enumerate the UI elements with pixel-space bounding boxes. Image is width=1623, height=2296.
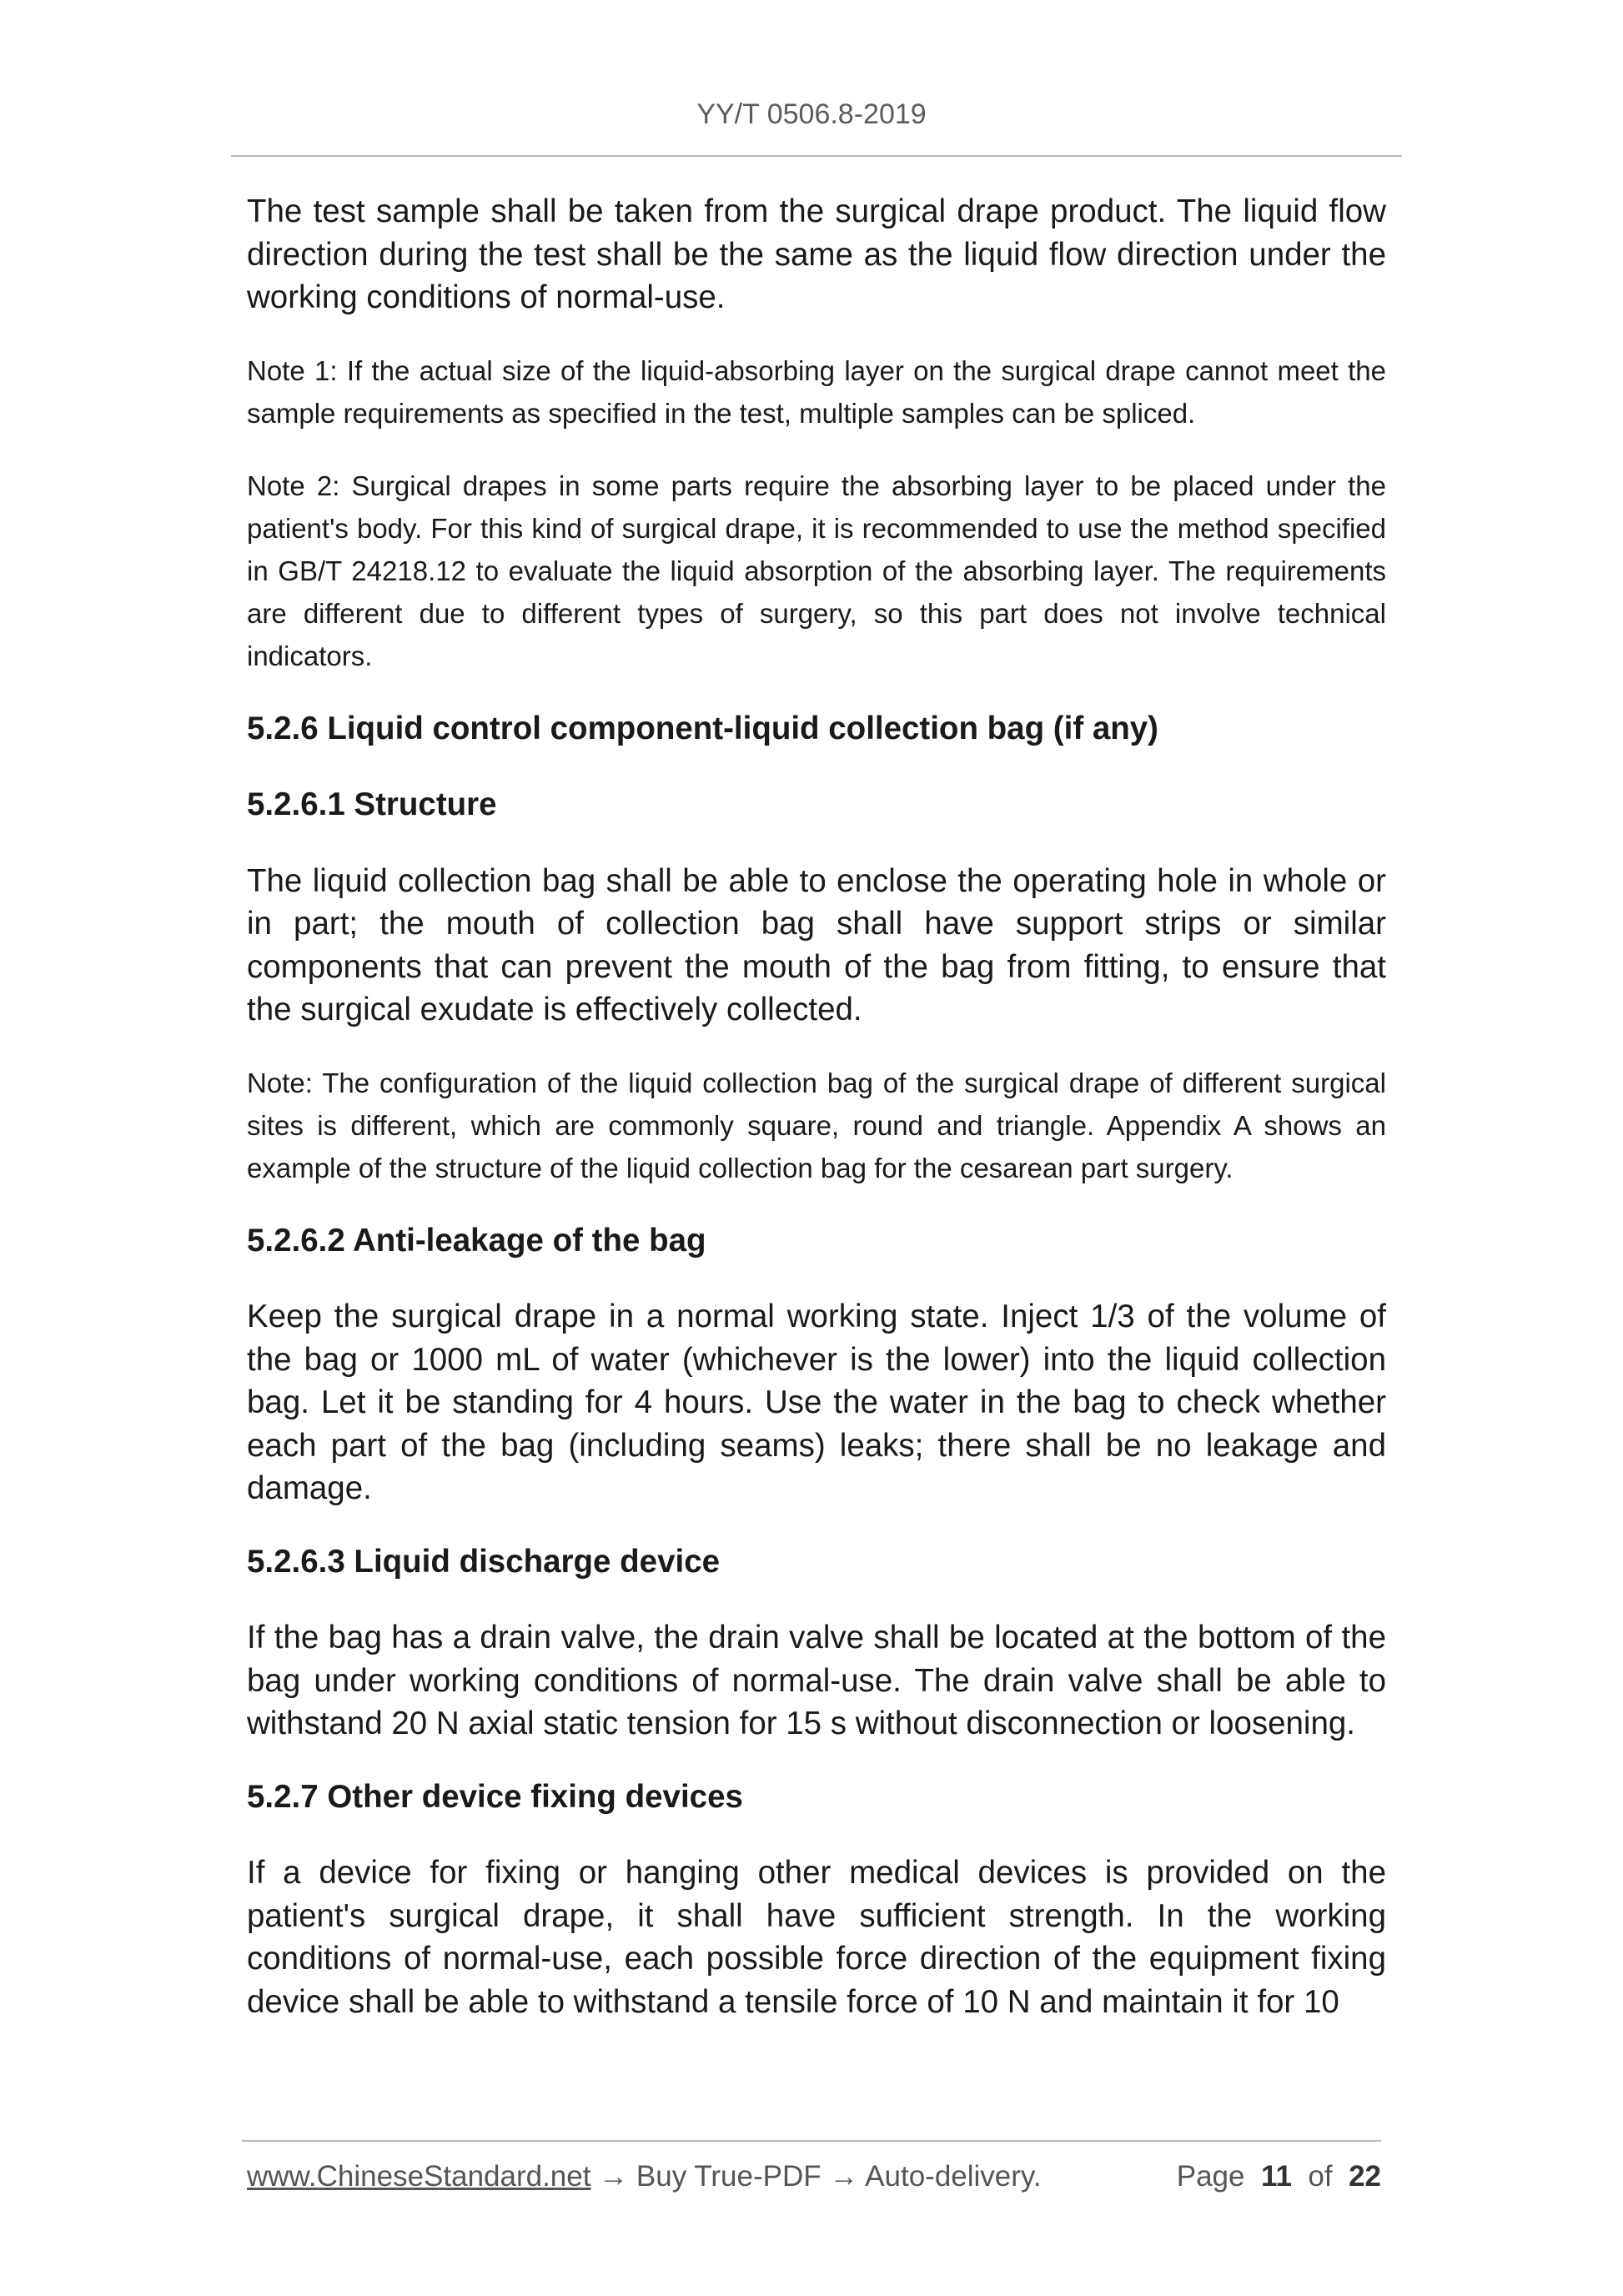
page-label: Page: [1176, 2160, 1245, 2193]
paragraph-structure: The liquid collection bag shall be able to enclose the operating hole in whole or in part; the mouth of collection bag shall have support strips or similar components that can prevent the mouth of the bag from fitting, to ensure that the surgical exudate is effectively collected.: [247, 862, 1386, 1027]
document-body: [247, 190, 1386, 2053]
paragraph-fixing-devices: If a device for fixing or hanging other medical devices is provided on the patient's surgical drape, it shall have sufficient strength. In the working conditions of normal-use, each possible force direction of the equipment fixing device shall be able to withstand a tensile force of 10 N and maintain it for 10: [247, 1855, 1386, 2020]
footer-divider: [242, 2140, 1381, 2142]
section-heading-5-2-6-1: 5.2.6.1 Structure: [247, 786, 497, 822]
section-heading-5-2-6-3: 5.2.6.3 Liquid discharge device: [247, 1543, 721, 1580]
of-label: of: [1308, 2160, 1333, 2193]
section-heading-5-2-6: 5.2.6 Liquid control component-liquid collection bag (if any): [247, 710, 1159, 746]
page-header: YY/T 0506.8-2019: [696, 98, 927, 130]
note-configuration: Note: The configuration of the liquid collection bag of the surgical drape of different surgical sites is different, which are commonly square, round and triangle. Appendix A shows an example of the structure of the liquid collection bag for the cesarean part surgery.: [247, 1067, 1386, 1183]
note-2: Note 2: Surgical drapes in some parts require the absorbing layer to be placed under the patient's body. For this kind of surgical drape, it is recommended to use the method specified in GB/T 24218.12 to evaluate the liquid absorption of the absorbing layer. The requirements are different due to different types of surgery, so this part does not involve technical indicators.: [247, 470, 1386, 671]
total-pages: 22: [1349, 2160, 1381, 2193]
paragraph-anti-leakage: Keep the surgical drape in a normal working state. Inject 1/3 of the volume of the bag or 1000 mL of water (whichever is the lower) into the liquid collection bag. Let it be standing for 4 hours. Use the water in the bag to check whether each part of the bag (including seams) leaks; there shall be no leakage and damage.: [247, 1299, 1386, 1506]
page-indicator: [1177, 2160, 1381, 2193]
section-heading-5-2-7: 5.2.7 Other device fixing devices: [247, 1778, 743, 1815]
current-page-number: 11: [1260, 2160, 1292, 2193]
note-1: Note 1: If the actual size of the liquid-absorbing layer on the surgical drape cannot meet the sample requirements as specified in the test, multiple samples can be spliced.: [247, 354, 1386, 429]
header-divider: [231, 155, 1402, 157]
footer-tail: → Buy True-PDF → Auto-delivery.: [590, 2160, 1042, 2193]
section-heading-5-2-6-2: 5.2.6.2 Anti-leakage of the bag: [247, 1222, 706, 1259]
website-link[interactable]: www.ChineseStandard.net: [247, 2160, 591, 2193]
paragraph-sample: The test sample shall be taken from the surgical drape product. The liquid flow direction during the test shall be the same as the liquid flow direction under the working conditions of normal-use.: [247, 193, 1386, 315]
footer-promo: [247, 2160, 1042, 2193]
paragraph-discharge: If the bag has a drain valve, the drain valve shall be located at the bottom of the bag under working conditions of normal-use. The drain valve shall be able to withstand 20 N axial static tension for 15 s without disconnection or loosening.: [247, 1620, 1386, 1741]
